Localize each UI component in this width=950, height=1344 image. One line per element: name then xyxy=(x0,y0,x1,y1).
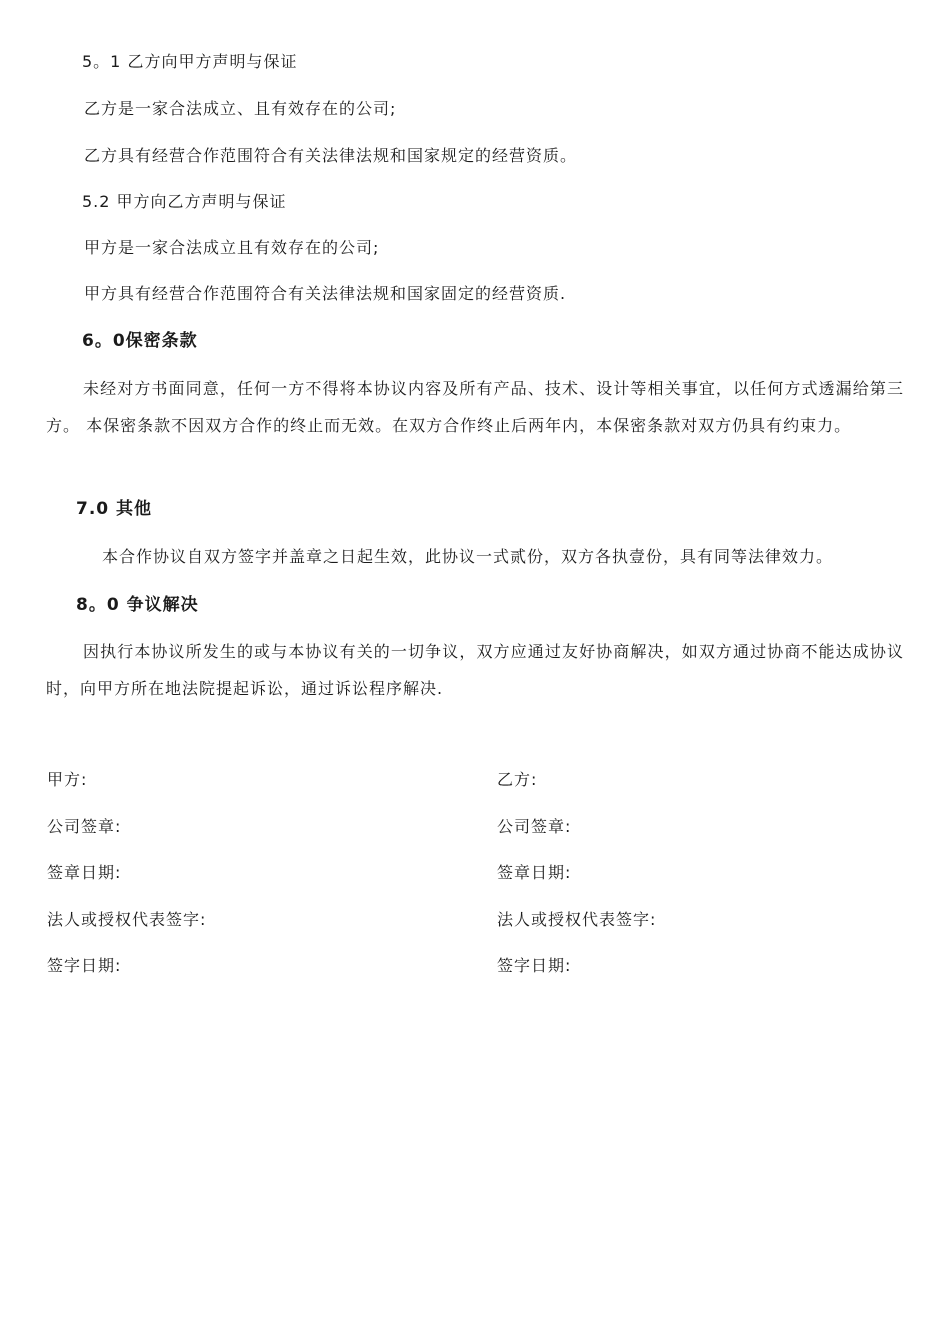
section-6-heading: 6。0保密条款 xyxy=(82,331,198,351)
party-a-sign-date-label: 签字日期: xyxy=(47,956,122,975)
party-a-seal-label: 公司签章: xyxy=(47,816,122,836)
party-a-seal-date-label: 签章日期: xyxy=(47,863,122,882)
subsection-5-2-item-2: 甲方具有经营合作范围符合有关法律法规和国家固定的经营资质. xyxy=(84,284,567,303)
party-b-label: 乙方: xyxy=(497,770,538,789)
subsection-5-1-title: 5。1 乙方向甲方声明与保证 xyxy=(82,52,298,71)
party-b-rep-sign-label: 法人或授权代表签字: xyxy=(497,909,657,929)
party-b-sign-date-label: 签字日期: xyxy=(497,956,572,975)
section-7-body: 本合作协议自双方签字并盖章之日起生效，此协议一式贰份，双方各执壹份，具有同等法律效力。 xyxy=(102,547,834,566)
subsection-5-1-item-2: 乙方具有经营合作范围符合有关法律法规和国家规定的经营资质。 xyxy=(84,146,578,165)
section-7-heading: 7.0 其他 xyxy=(76,499,153,519)
subsection-5-2-title: 5.2 甲方向乙方声明与保证 xyxy=(82,192,287,211)
party-a-rep-sign-label: 法人或授权代表签字: xyxy=(47,909,207,929)
section-8-heading: 8。0 争议解决 xyxy=(76,595,199,615)
section-6-body: 未经对方书面同意，任何一方不得将本协议内容及所有产品、技术、设计等相关事宜，以任何方式透漏给第三方。 本保密条款不因双方合作的终止而无效。在双方合作终止后两年内，本保密条款对双方仍具有约束力。 xyxy=(46,379,904,435)
section-8-body: 因执行本协议所发生的或与本协议有关的一切争议，双方应通过友好协商解决，如双方通过协商不能达成协议时，向甲方所在地法院提起诉讼，通过诉讼程序解决. xyxy=(46,642,904,698)
party-b-seal-date-label: 签章日期: xyxy=(497,863,572,882)
subsection-5-1-item-1: 乙方是一家合法成立、且有效存在的公司; xyxy=(84,99,397,118)
party-b-seal-label: 公司签章: xyxy=(497,816,572,836)
signature-block-party-b xyxy=(497,770,897,1003)
signature-block-party-a xyxy=(47,770,447,1003)
subsection-5-2-item-1: 甲方是一家合法成立且有效存在的公司; xyxy=(84,238,380,257)
party-a-label: 甲方: xyxy=(47,770,88,789)
